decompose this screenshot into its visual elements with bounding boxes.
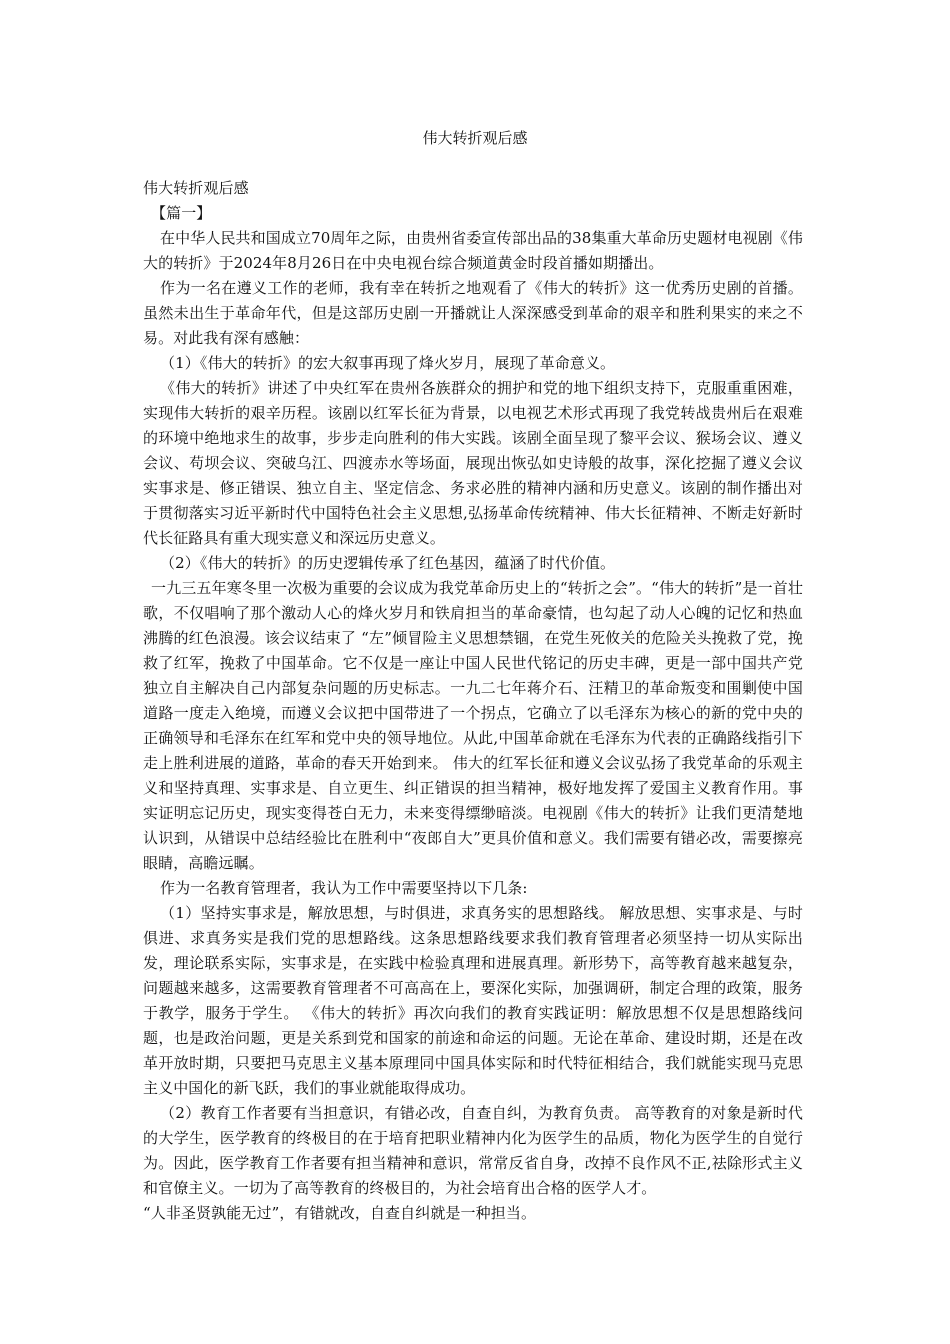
document-body xyxy=(143,176,803,1226)
paragraph: 作为一名教育管理者，我认为工作中需要坚持以下几条: xyxy=(160,879,528,897)
section-heading: 伟大转折观后感 xyxy=(143,179,249,197)
paragraph: “人非圣贤孰能无过”，有错就改，自查自纠就是一种担当。 xyxy=(143,1204,537,1222)
paragraph: 《伟大的转折》讲述了中央红军在贵州各族群众的拥护和党的地下组织支持下，克服重重困难，实现伟大转折的艰辛历程。该剧以红军长征为背景，以电视艺术形式再现了我党转战贵州后在艰难的环境中绝地求生的故事，步步走向胜利的伟大实践。该剧全面呈现了黎平会议、猴场会议、遵义会议、苟坝会议、突破乌江、四渡赤水等场面，展现出恢弘如史诗般的故事，深化挖掘了遵义会议实事求是、修正错误、独立自主、坚定信念、务求必胜的精神内涵和历史意义。该剧的制作播出对于贯彻落实习近平新时代中国特色社会主义思想,弘扬革命传统精神、伟大长征精神、不断走好新时代长征路具有重大现实意义和深远历史意义。 xyxy=(143,379,803,547)
paragraph: 在中华人民共和国成立70周年之际，由贵州省委宣传部出品的38集重大革命历史题材电视剧《伟大的转折》于2024年8月26日在中央电视台综合频道黄金时段首播如期播出。 xyxy=(143,229,803,272)
paragraph: 一九三五年寒冬里一次极为重要的会议成为我党革命历史上的“转折之会”。“伟大的转折”是一首壮歌，不仅唱响了那个激动人心的烽火岁月和铁肩担当的革命豪情，也勾起了动人心魄的记忆和热血沸腾的红色浪漫。该会议结束了 “左”倾冒险主义思想禁锢，在党生死攸关的危险关头挽救了党，挽救了红军，挽救了中国革命。它不仅是一座让中国人民世代铭记的历史丰碑，更是一部中国共产党独立自主解决自己内部复杂问题的历史标志。一九二七年蒋介石、汪精卫的革命叛变和围剿使中国道路一度走入绝境，而遵义会议把中国带进了一个拐点，它确立了以毛泽东为核心的新的党中央的正确领导和毛泽东在红军和党中央的领导地位。从此,中国革命就在毛泽东为代表的正确路线指引下走上胜利进展的道路，革命的春天开始到来。 伟大的红军长征和遵义会议弘扬了我党革命的乐观主义和坚持真理、实事求是、自立更生、纠正错误的担当精神，极好地发挥了爱国主义教育作用。事实证明忘记历史，现实变得苍白无力，未来变得缥缈暗淡。电视剧《伟大的转折》让我们更清楚地认识到，从错误中总结经验比在胜利中“夜郎自大”更具价值和意义。我们需要有错必改，需要擦亮眼睛，高瞻远瞩。 xyxy=(143,579,803,872)
subheading: （1）《伟大的转折》的宏大叙事再现了烽火岁月，展现了革命意义。 xyxy=(160,354,616,372)
paragraph: （1）坚持实事求是，解放思想，与时俱进，求真务实的思想路线。 解放思想、实事求是、与时俱进、求真务实是我们党的思想路线。这条思想路线要求我们教育管理者必须坚持一切从实际出发，理论联系实际，实事求是，在实践中检验真理和进展真理。新形势下，高等教育越来越复杂，问题越来越多，这需要教育管理者不可高高在上，要深化实际，加强调研，制定合理的政策，服务于教学，服务于学生。 《伟大的转折》再次向我们的教育实践证明：解放思想不仅是思想路线问题，也是政治问题，更是关系到党和国家的前途和命运的问题。无论在革命、建设时期，还是在改革开放时期，只要把马克思主义基本原理同中国具体实际和时代特征相结合，我们就能实现马克思主义中国化的新飞跃，我们的事业就能取得成功。 xyxy=(143,904,803,1097)
document-title: 伟大转折观后感 xyxy=(422,129,528,147)
paragraph: （2）教育工作者要有当担意识，有错必改，自查自纠，为教育负责。 高等教育的对象是新时代的大学生，医学教育的终极目的在于培育把职业精神内化为医学生的品质，物化为医学生的自觉行为。因此，医学教育工作者要有担当精神和意识，常常反省自身，改掉不良作风不正,祛除形式主义和官僚主义。一切为了高等教育的终极目的，为社会培育出合格的医学人才。 xyxy=(143,1104,803,1197)
paragraph: 作为一名在遵义工作的老师，我有幸在转折之地观看了《伟大的转折》这一优秀历史剧的首播。虽然未出生于革命年代，但是这部历史剧一开播就让人深深感受到革命的艰辛和胜利果实的来之不易。对此我有深有感触： xyxy=(143,279,803,347)
chapter-label: 【篇一】 xyxy=(151,204,212,222)
subheading: （2）《伟大的转折》的历史逻辑传承了红色基因，蕴涵了时代价值。 xyxy=(160,554,616,572)
